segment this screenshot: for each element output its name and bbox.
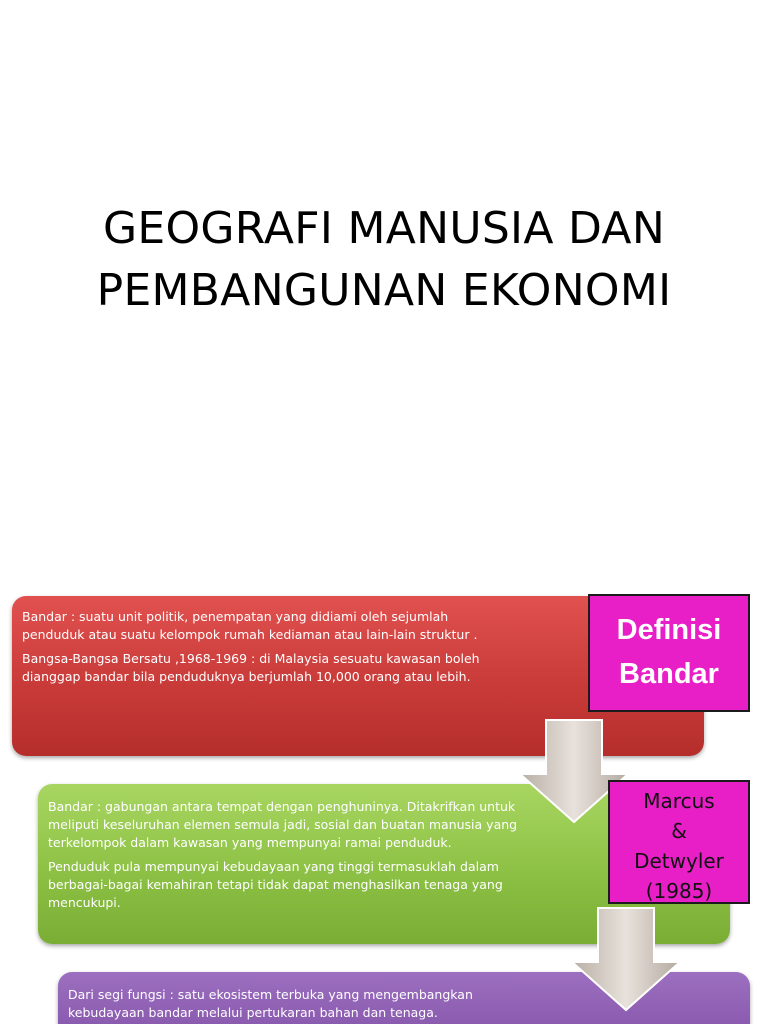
label-1-line-1: Definisi [616, 614, 722, 646]
label-2-line-3: Detwyler [634, 849, 724, 873]
marcus-detwyler-label [608, 780, 750, 904]
definition-box-1-para-1: Bandar : suatu unit politik, penempatan yang didiami oleh sejumlah penduduk atau suatu kelompok rumah kediaman atau lain-lain struktur . [22, 609, 478, 642]
label-1-line-2: Bandar [619, 658, 719, 690]
definition-slide [0, 576, 768, 1024]
title-line-1: GEOGRAFI MANUSIA DAN [102, 203, 666, 254]
definition-box-1-para-2: Bangsa-Bangsa Bersatu ,1968-1969 : di Malaysia sesuatu kawasan boleh dianggap bandar bila penduduknya berjumlah 10,000 orang atau lebih. [22, 651, 480, 684]
label-2-line-1: Marcus [643, 789, 715, 813]
label-2-line-2: & [671, 819, 687, 843]
down-arrow-icon [570, 904, 682, 1014]
definition-box-2-para-1: Bandar : gabungan antara tempat dengan penghuninya. Ditakrifkan untuk meliputi keseluruhan elemen semula jadi, sosial dan buatan manusia yang terkelompok dalam kawasan yang mempunyai ramai penduduk. [48, 799, 518, 850]
label-2-line-4: (1985) [645, 879, 713, 903]
definisi-bandar-label [588, 594, 750, 712]
title-line-2: PEMBANGUNAN EKONOMI [96, 265, 672, 316]
definition-box-2-para-2: Penduduk pula mempunyai kebudayaan yang tinggi termasuklah dalam berbagai-bagai kemahiran tetapi tidak dapat menghasilkan tenaga yang mencukupi. [48, 859, 503, 910]
definition-box-3-para-1: Dari segi fungsi : satu ekosistem terbuka yang mengembangkan kebudayaan bandar melalui pertukaran bahan dan tenaga. [68, 987, 473, 1020]
slide-title [30, 198, 738, 322]
